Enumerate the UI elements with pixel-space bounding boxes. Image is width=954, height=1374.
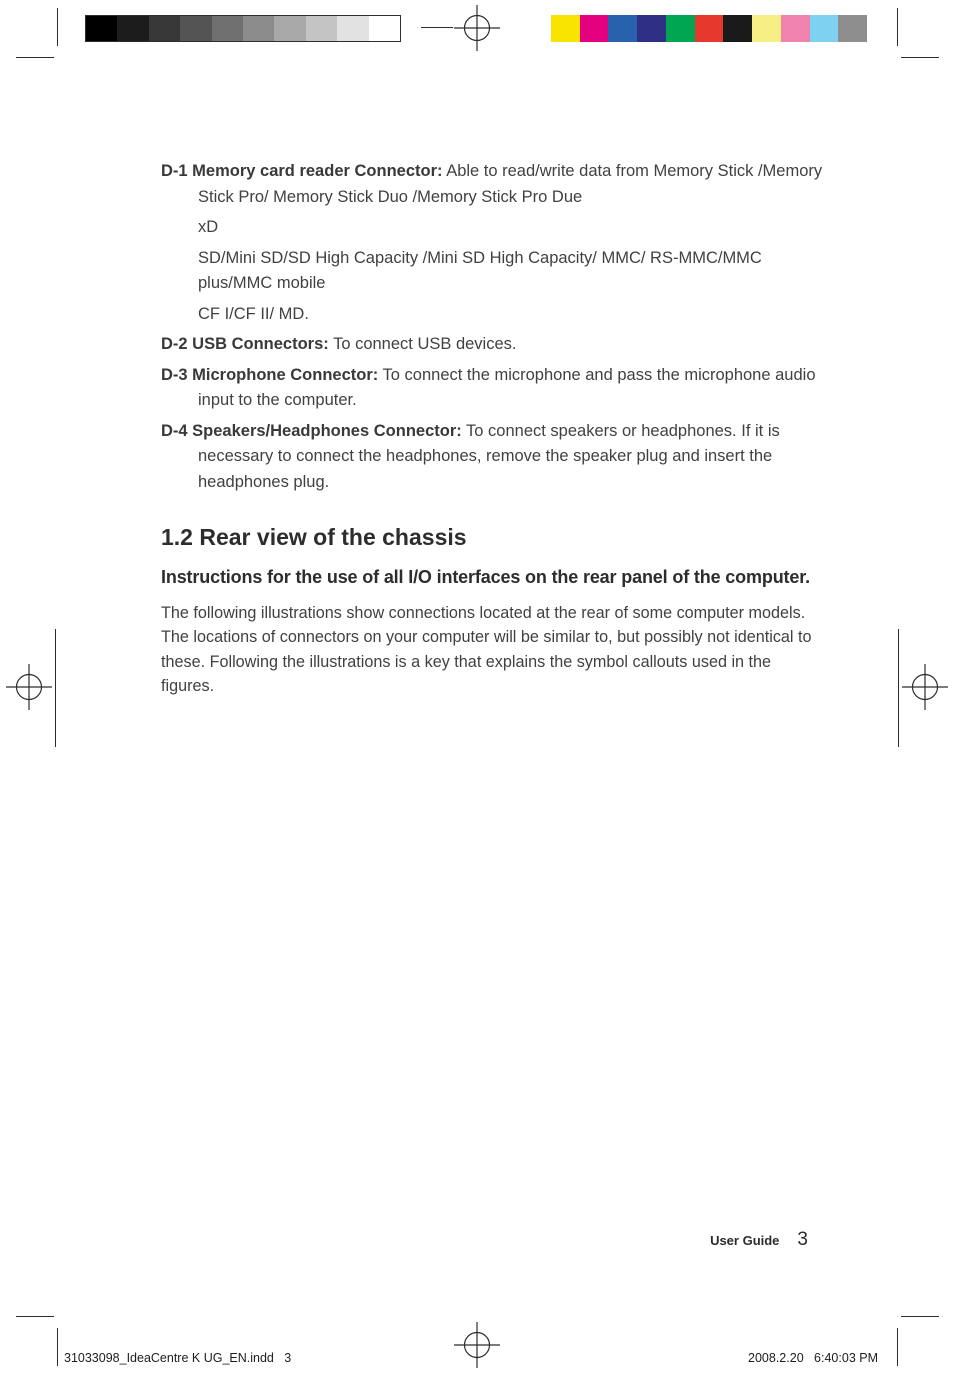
calibration-swatch (369, 16, 400, 41)
registration-mark-icon (454, 1322, 500, 1368)
calibration-swatch (337, 16, 368, 41)
footer-label: User Guide (710, 1233, 780, 1248)
print-info-left: 31033098_IdeaCentre K UG_EN.indd 3 (64, 1351, 292, 1365)
calibration-swatch (551, 15, 580, 42)
definition-text: Able to read/write data from Memory Stick /Memory Stick Pro/ Memory Stick Duo /Memory Stick Pro Due (198, 162, 823, 206)
definition-sub-paragraph: SD/Mini SD/SD High Capacity /Mini SD High Capacity/ MMC/ RS-MMC/MMC plus/MMC mobile (198, 248, 762, 292)
calibration-swatch (86, 16, 117, 41)
definition-item (161, 419, 825, 496)
calibration-swatch (608, 15, 637, 42)
crop-mark (897, 1328, 898, 1366)
crop-mark (897, 8, 898, 46)
grayscale-calibration-bar (85, 15, 401, 42)
crop-mark (57, 8, 58, 46)
definition-text: To connect speakers or headphones. If it is necessary to connect the headphones, remove the speaker plug and insert the headphones plug. (198, 421, 780, 491)
crop-mark (16, 1316, 54, 1317)
calibration-swatch (180, 16, 211, 41)
calibration-swatch (666, 15, 695, 42)
definition-sub-paragraph: xD (198, 218, 219, 236)
definition-item (161, 363, 825, 414)
definition-label: D-3 Microphone Connector: (161, 365, 379, 384)
fold-line-mark (421, 27, 453, 28)
calibration-swatch (306, 16, 337, 41)
definition-text: To connect USB devices. (333, 335, 517, 353)
print-info-right: 2008.2.20 6:40:03 PM (748, 1351, 878, 1365)
definition-label: D-2 USB Connectors: (161, 335, 329, 353)
page-content (161, 159, 825, 699)
page-footer (710, 1229, 808, 1251)
calibration-swatch (274, 16, 305, 41)
section-subheading: Instructions for the use of all I/O interfaces on the rear panel of the computer. (161, 567, 810, 587)
calibration-swatch (149, 16, 180, 41)
definition-text: To connect the microphone and pass the microphone audio input to the computer. (198, 365, 816, 409)
crop-mark (901, 57, 939, 58)
registration-mark-icon (6, 664, 52, 710)
definition-label: D-4 Speakers/Headphones Connector: (161, 421, 462, 440)
definition-item (161, 332, 825, 358)
registration-mark-icon (454, 5, 500, 51)
fold-line-mark (55, 629, 56, 747)
crop-mark (16, 57, 54, 58)
section-body: The following illustrations show connections located at the rear of some computer models. The locations of connectors on your computer will be similar to, but possibly not identical to these. Following the illustrations is a key that explains the symbol callouts used in the figures. (161, 603, 812, 696)
calibration-swatch (580, 15, 609, 42)
calibration-swatch (695, 15, 724, 42)
registration-mark-icon (902, 664, 948, 710)
fold-line-mark (898, 629, 899, 747)
definition-label: D-1 Memory card reader Connector: (161, 162, 443, 180)
calibration-swatch (838, 15, 867, 42)
definition-sub-paragraph: CF I/CF II/ MD. (198, 304, 309, 323)
color-calibration-bar (551, 15, 867, 42)
page-number: 3 (797, 1229, 808, 1250)
calibration-swatch (781, 15, 810, 42)
section-heading: 1.2 Rear view of the chassis (161, 524, 467, 550)
calibration-swatch (117, 16, 148, 41)
calibration-swatch (243, 16, 274, 41)
calibration-swatch (752, 15, 781, 42)
crop-mark (901, 1316, 939, 1317)
calibration-swatch (810, 15, 839, 42)
crop-mark (57, 1328, 58, 1366)
calibration-swatch (212, 16, 243, 41)
definition-item (161, 159, 825, 210)
calibration-swatch (723, 15, 752, 42)
calibration-swatch (637, 15, 666, 42)
